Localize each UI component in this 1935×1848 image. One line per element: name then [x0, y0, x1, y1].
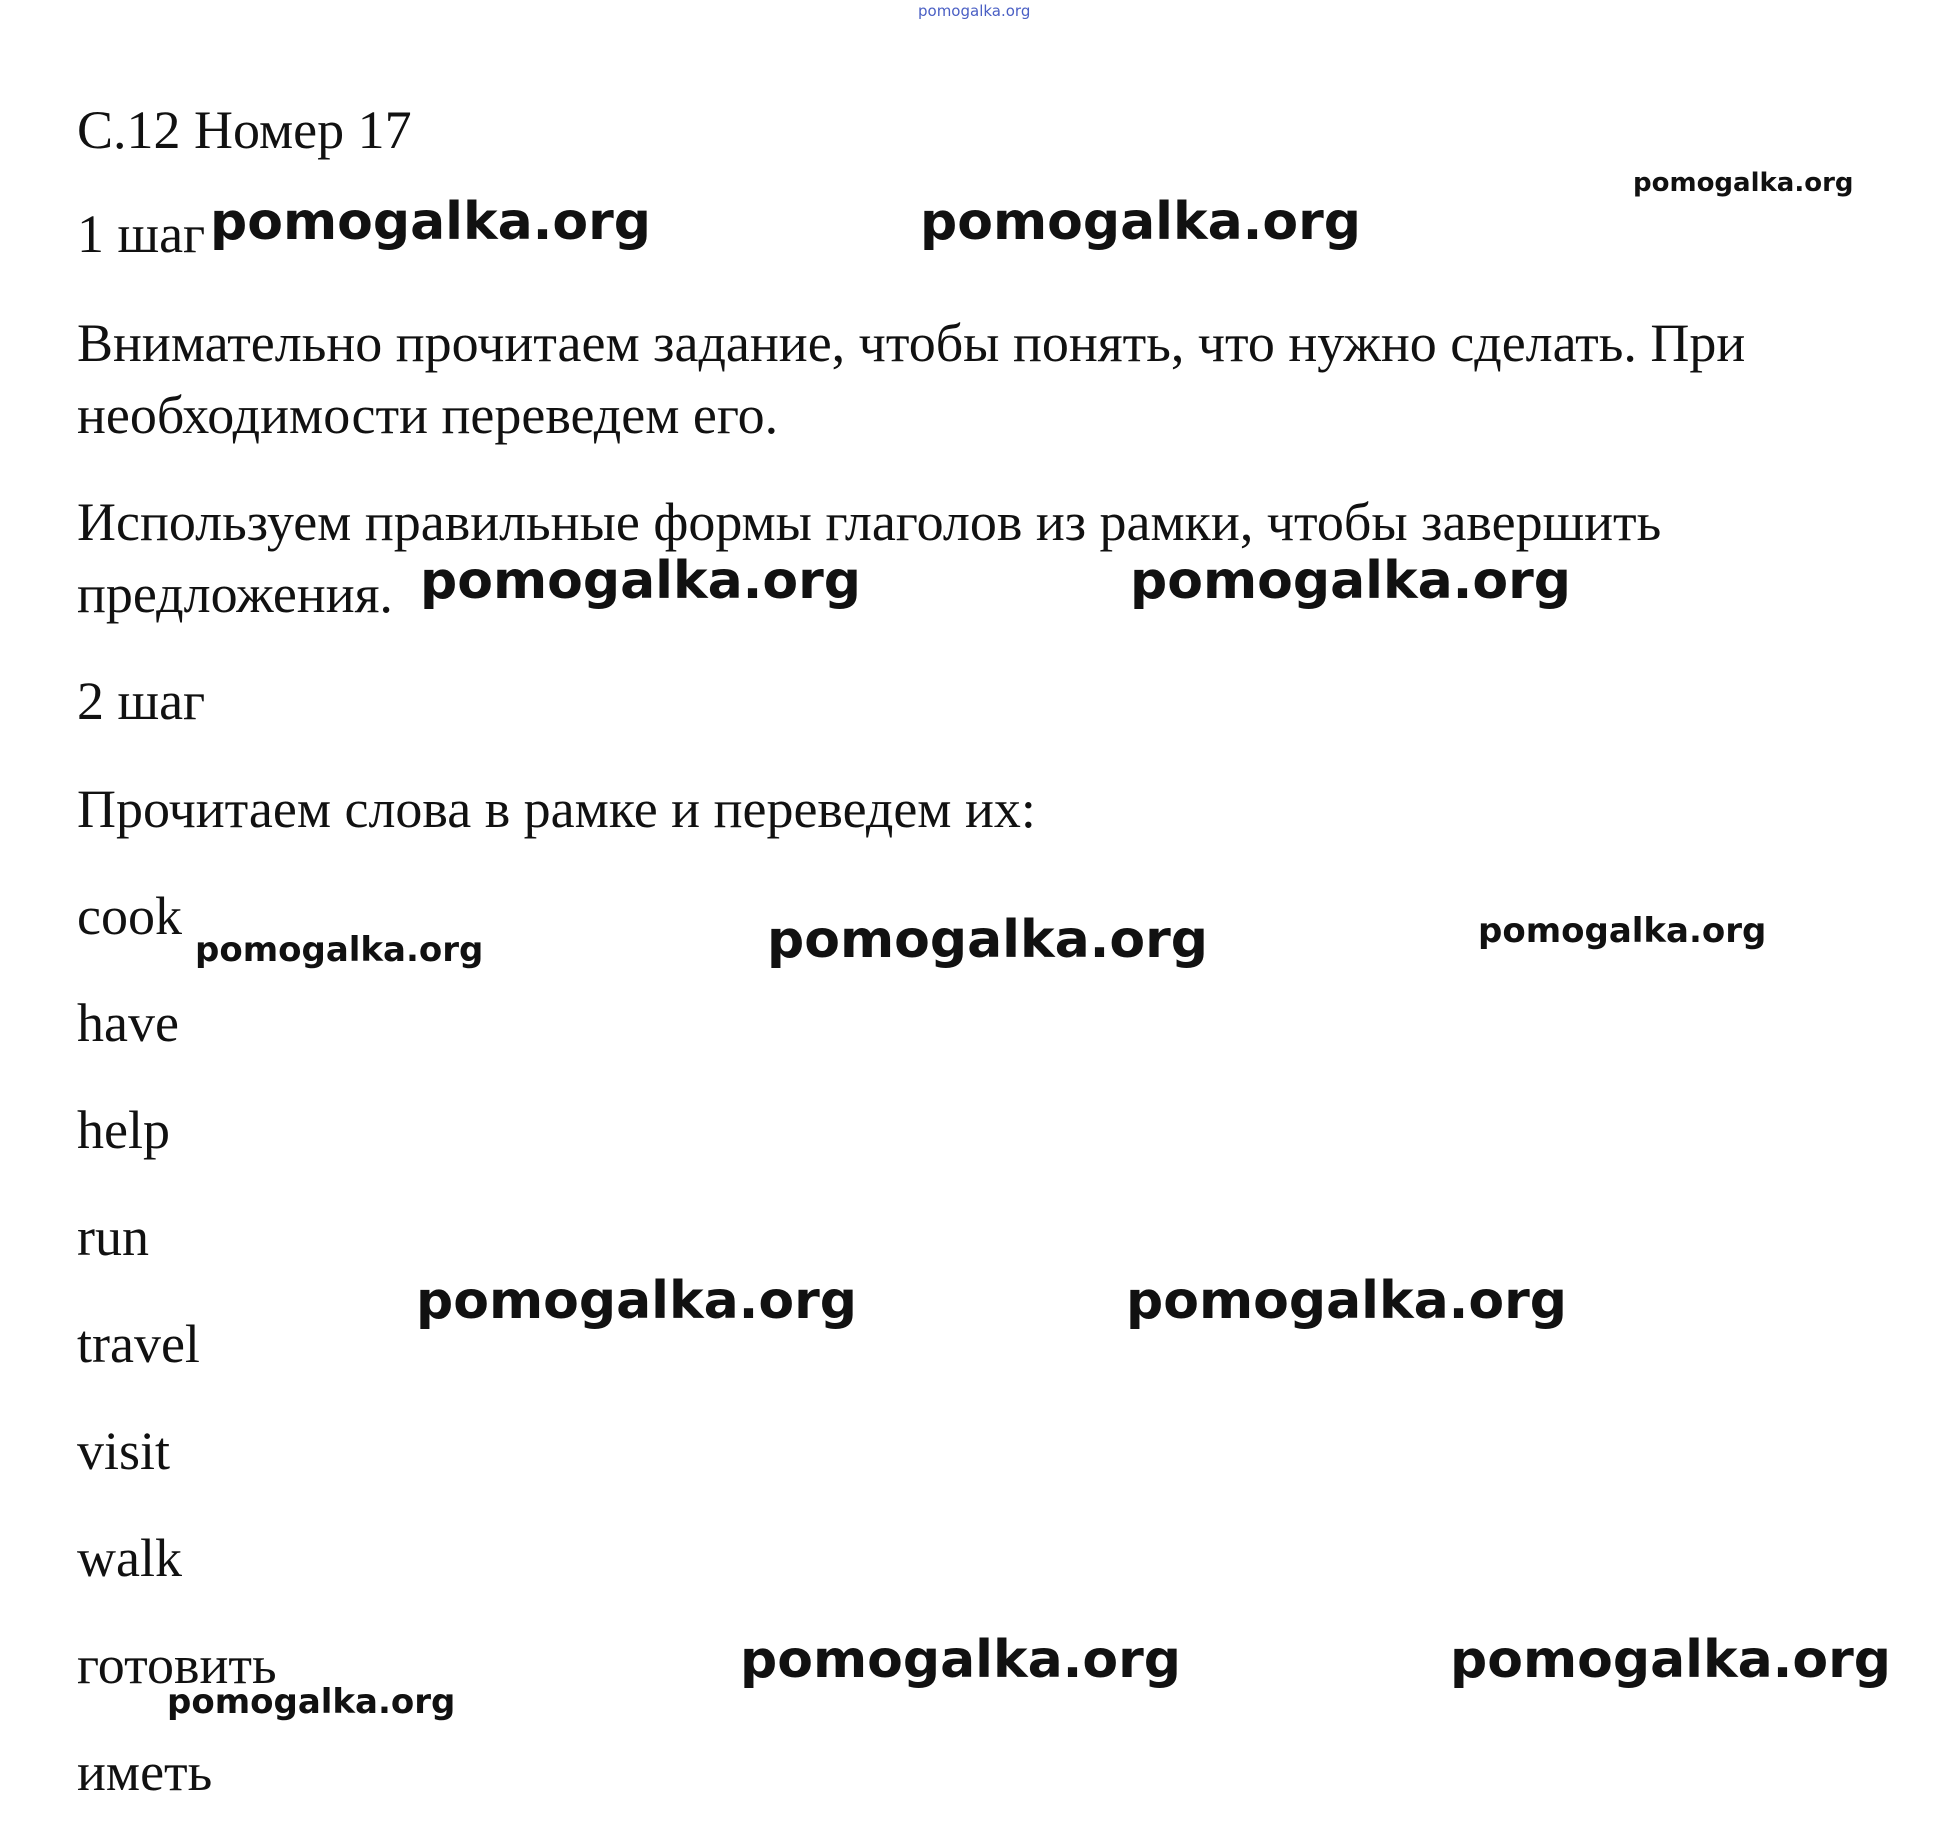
watermark: pomogalka.org: [920, 192, 1362, 252]
watermark: pomogalka.org: [1633, 168, 1854, 198]
word-item: готовить: [77, 1635, 277, 1695]
step-1-paragraph-1: Внимательно прочитаем задание, чтобы понять, что нужно сделать. При необходимости переведем его.: [77, 313, 1746, 445]
watermark: pomogalka.org: [1126, 1271, 1568, 1331]
word-item: иметь: [77, 1742, 213, 1802]
page-title: С.12 Номер 17: [77, 100, 412, 160]
step-1-heading: 1 шаг: [77, 204, 206, 264]
word-item: help: [77, 1100, 170, 1160]
watermark: pomogalka.org: [740, 1630, 1182, 1690]
top-watermark: pomogalka.org: [918, 2, 1031, 20]
watermark: pomogalka.org: [1478, 911, 1767, 951]
watermark: pomogalka.org: [420, 551, 862, 611]
watermark: pomogalka.org: [210, 192, 652, 252]
watermark: pomogalka.org: [1130, 551, 1572, 611]
watermark: pomogalka.org: [767, 910, 1209, 970]
watermark: pomogalka.org: [416, 1271, 858, 1331]
word-item: visit: [77, 1421, 171, 1481]
step-2-heading: 2 шаг: [77, 671, 206, 731]
watermark: pomogalka.org: [195, 930, 484, 970]
step-1-paragraph-2: Используем правильные формы глаголов из рамки, чтобы завершить предложения.: [77, 492, 1662, 624]
watermark: pomogalka.org: [167, 1682, 456, 1722]
word-item: cook: [77, 886, 182, 946]
step-2-intro: Прочитаем слова в рамке и переведем их:: [77, 779, 1036, 839]
word-item: run: [77, 1207, 149, 1267]
word-item: have: [77, 993, 179, 1053]
watermark: pomogalka.org: [1450, 1630, 1892, 1690]
word-item: travel: [77, 1314, 200, 1374]
word-item: walk: [77, 1528, 182, 1588]
